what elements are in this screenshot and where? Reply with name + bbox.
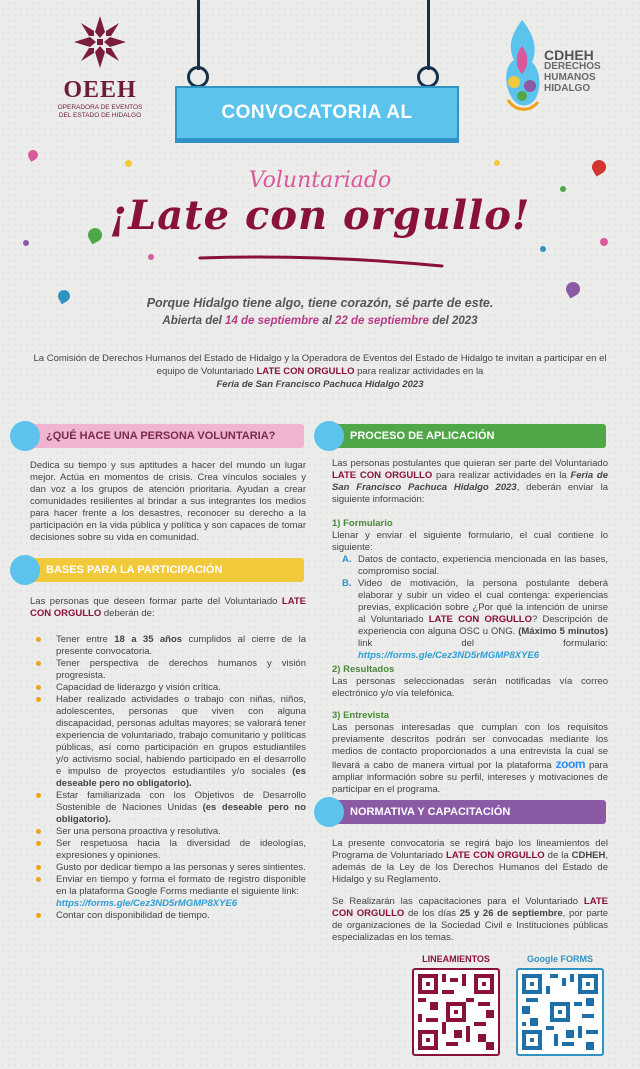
zoom-logo: zoom bbox=[555, 757, 586, 771]
intro-paragraph: La Comisión de Derechos Humanos del Estado de Hidalgo y la Operadora de Eventos del Estado de Hidalgo te invitan a participar en el equipo de Voluntariado LATE CON ORGULLO para realizar actividades en la Feria de San Francisco Pachuca Hidalgo 2023 bbox=[33, 353, 607, 390]
confetti-dot bbox=[125, 160, 132, 167]
tagline: Porque Hidalgo tiene algo, tiene corazón, sé parte de este. bbox=[146, 296, 494, 310]
que-hace-body: Dedica su tiempo y sus aptitudes a hacer del mundo un lugar mejor. Actúa en momentos de crisis. Crea vínculos sociales y dan voz a los grupos de atención prioritaria. Ayudan a crear comunidades resilientes al brindar a sus integrantes los medios para hacer frente a los desastres, reconocer su derecho a la participación en la vida pública y política y son capaces de tomar decisiones sobre su vida en comunidad. bbox=[30, 460, 306, 543]
qr-code-google-forms[interactable] bbox=[516, 968, 604, 1056]
bases-list bbox=[30, 634, 306, 922]
normativa-p1: La presente convocatoria se regirá bajo los lineamientos del Programa de Voluntariado LATE CON ORGULLO de la CDHEH, además de la Ley de los Derechos Humanos del Estado de Hidalgo y su Reglamento. bbox=[332, 838, 609, 885]
open-dates: Abierta del 14 de septiembre al 22 de septiembre del 2023 bbox=[162, 315, 478, 327]
proceso-intro: Las personas postulantes que quieran ser parte del Voluntariado LATE CON ORGULLO para realizar actividades en la Feria de San Francisco Pachuca Hidalgo 2023, deberán enviar la siguiente información: bbox=[332, 458, 609, 505]
banner-ring-right bbox=[417, 66, 439, 88]
cdheh-line3: HIDALGO bbox=[544, 83, 591, 94]
qr-pattern bbox=[418, 974, 494, 1050]
step-resultados: 2) Resultados Las personas seleccionadas serán notificadas vía correo electrónico y/o vía telefónica. bbox=[332, 664, 608, 699]
title-underline-swoosh bbox=[196, 250, 446, 270]
list-item: Enviar en tiempo y forma el formato de registro disponible en la plataforma Google Forms mediante el siguiente link: https://forms.gle/Cez3ND5rMGMP8XYE6 bbox=[30, 874, 306, 910]
list-item: Capacidad de liderazgo y visión crítica. bbox=[30, 682, 306, 694]
qr-code-lineamientos[interactable] bbox=[412, 968, 500, 1056]
date-end: 22 de septiembre bbox=[335, 315, 429, 327]
confetti-dot bbox=[148, 254, 154, 260]
list-item: Gusto por dedicar tiempo a las personas y seres sintientes. bbox=[30, 862, 306, 874]
section-header-que-hace: ¿QUÉ HACE UNA PERSONA VOLUNTARIA? bbox=[18, 424, 304, 448]
qr-pattern bbox=[522, 974, 598, 1050]
flame-hand-icon bbox=[500, 16, 544, 116]
section-header-normativa: NORMATIVA Y CAPACITACIÓN bbox=[322, 800, 606, 824]
qr-label-google-forms: Google FORMS bbox=[527, 954, 593, 964]
forms-link[interactable]: https://forms.gle/Cez3ND5rMGMP8XYE6 bbox=[358, 650, 540, 661]
cdheh-name: CDHEH bbox=[544, 47, 594, 63]
list-item: Tener entre 18 a 35 años cumplidos al cierre de la presente convocatoria. bbox=[30, 634, 306, 658]
list-item: Ser una persona proactiva y resolutiva. bbox=[30, 826, 306, 838]
oeeh-sub2: DEL ESTADO DE HIDALGO bbox=[58, 112, 142, 119]
section-header-proceso: PROCESO DE APLICACIÓN bbox=[322, 424, 606, 448]
list-item: A. Datos de contacto, experiencia mencionada en las bases, compromiso social. bbox=[342, 554, 608, 577]
normativa-p2: Se Realizarán las capacitaciones para el Voluntariado LATE CON ORGULLO de los días 25 y 26 de septiembre, por parte de organizaciones de la Sociedad Civil e Instituciones públicas especializadas en los temas. bbox=[332, 896, 609, 943]
forms-link[interactable]: https://forms.gle/Cez3ND5rMGMP8XYE6 bbox=[56, 898, 238, 909]
step-formulario: 1) Formulario Llenar y enviar el siguiente formulario, el cual contiene lo siguiente: A. Datos de contacto, experiencia mencionada en las bases, compromiso social. B. Video de motivación, la persona postulante deberá elaborar y subir un video el cual contenga: experiencias previas, explicación sobre ¿Por qué la intención de unirse al Voluntariado LATE CON ORGULLO? Descripción de experiencia con alguna OSC u ONG. (Máximo 5 minutos) link del formulario: https://forms.gle/Cez3ND5rMGMP8XYE6 bbox=[332, 518, 608, 661]
bases-intro: Las personas que deseen formar parte del Voluntariado LATE CON ORGULLO deberán de: bbox=[30, 596, 306, 619]
list-item: B. Video de motivación, la persona postulante deberá elaborar y subir un video el cual contenga: experiencias previas, explicación sobre ¿Por qué la intención de unirse al Voluntariado LATE CON ORGULLO? Descripción de experiencia con alguna OSC u ONG. (Máximo 5 minutos) link del formulario: https://forms.gle/Cez3ND5rMGMP8XYE6 bbox=[342, 578, 608, 661]
confetti-dot bbox=[494, 160, 500, 166]
cdheh-line1: DERECHOS bbox=[544, 61, 601, 72]
star-flower-icon bbox=[72, 14, 128, 70]
banner-rope-left bbox=[197, 0, 200, 70]
list-item: Estar familiarizada con los Objetivos de Desarrollo Sostenible de Naciones Unidas (es deseable pero no obligatorio). bbox=[30, 790, 306, 826]
list-item: Contar con disponibilidad de tiempo. bbox=[30, 910, 306, 922]
section-header-bases: BASES PARA LA PARTICIPACIÓN bbox=[18, 558, 304, 582]
step-entrevista: 3) Entrevista Las personas interesadas que cumplan con los requisitos previamente descritos podrán ser convocadas mediante los medios de contacto proporcionados a una entrevista la cual se llevará a cabo de manera virtual por la plataforma zoom para ampliar información sobre su perfil, intereses y motivaciones de participar en el programa. bbox=[332, 710, 608, 795]
confetti-shape bbox=[26, 148, 40, 162]
confetti-dot bbox=[540, 246, 546, 252]
voluntariado-title: Voluntariado bbox=[248, 168, 392, 193]
cdheh-line2: HUMANOS bbox=[544, 72, 596, 83]
cdheh-logo bbox=[500, 16, 630, 116]
oeeh-logo bbox=[40, 14, 160, 120]
confetti-dot bbox=[23, 240, 29, 246]
oeeh-name: OEEH bbox=[63, 77, 137, 103]
banner-rope-right bbox=[427, 0, 430, 70]
oeeh-sub1: OPERADORA DE EVENTOS bbox=[57, 104, 143, 111]
banner-title: CONVOCATORIA AL bbox=[175, 86, 459, 140]
date-start: 14 de septiembre bbox=[225, 315, 320, 327]
list-item: Ser respetuosa hacia la diversidad de ideologías, expresiones y opiniones. bbox=[30, 838, 306, 862]
qr-label-lineamientos: LINEAMIENTOS bbox=[422, 954, 490, 964]
late-con-orgullo-title: ¡Late con orgullo! bbox=[109, 192, 531, 239]
banner-ring-left bbox=[187, 66, 209, 88]
list-item: Haber realizado actividades o trabajo con niñas, niños, adolescentes, personas que viven con alguna discapacidad, personas adultas mayores; se valorará tener experiencia de voluntariado, trabajo comunitario y políticas públicas, así como participación en grupos estudiantiles y/o activismo social, habiendo participado en el desarrollo e impulso de proyectos estudiantiles y/o sociales (es deseable pero no obligatorio). bbox=[30, 694, 306, 790]
confetti-dot bbox=[600, 238, 608, 246]
list-item: Tener perspectiva de derechos humanos y visión progresista. bbox=[30, 658, 306, 682]
